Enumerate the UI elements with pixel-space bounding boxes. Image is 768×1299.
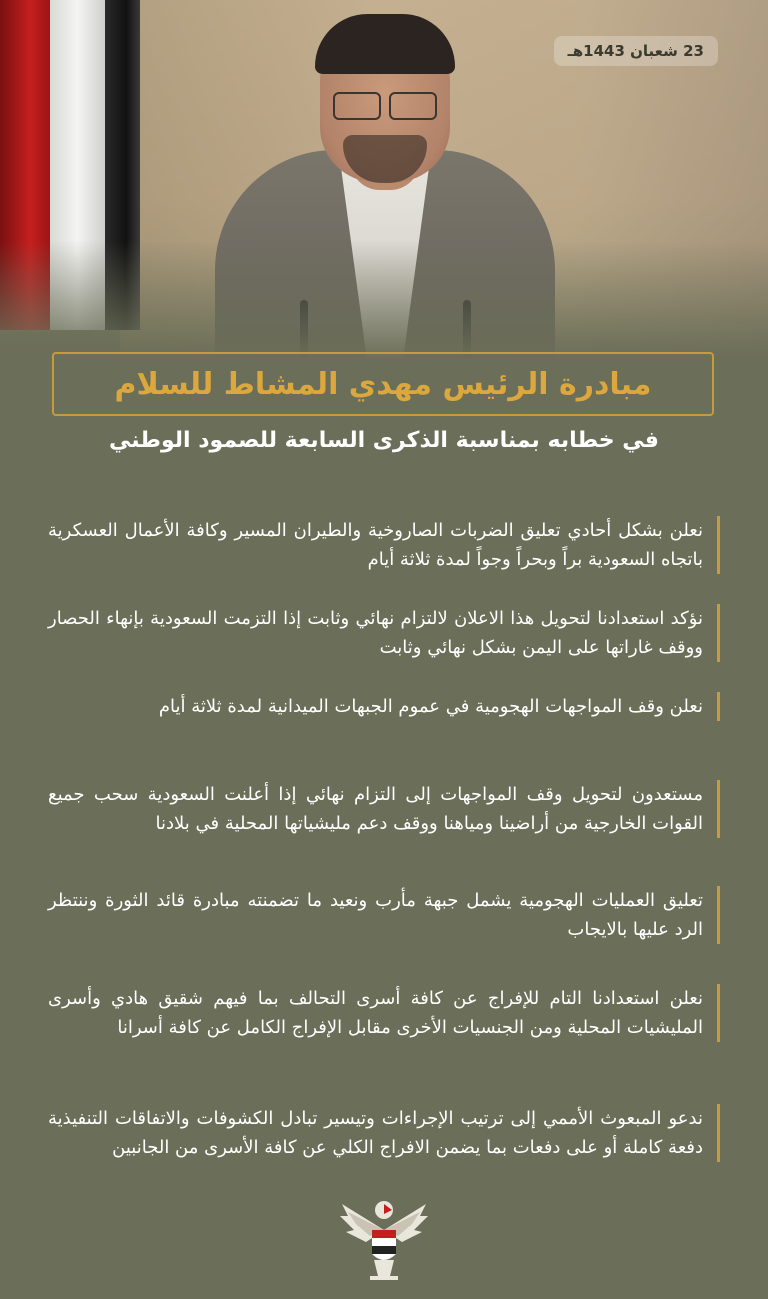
point-item: تعليق العمليات الهجومية يشمل جبهة مأرب ونعيد ما تضمنته مبادرة قائد الثورة وننتظر الرد عليها بالايجاب xyxy=(48,886,720,944)
title-frame xyxy=(52,352,714,416)
point-item: نؤكد استعدادنا لتحويل هذا الاعلان لالتزام نهائي وثابت إذا التزمت السعودية بإنهاء الحصار ووقف غاراتها على اليمن بشكل نهائي وثابت xyxy=(48,604,720,662)
page-title: مبادرة الرئيس مهدي المشاط للسلام xyxy=(114,366,652,402)
point-item: نعلن بشكل أحادي تعليق الضربات الصاروخية والطيران المسير وكافة الأعمال العسكرية باتجاه السعودية براً وبحراً وجواً لمدة ثلاثة أيام xyxy=(48,516,720,574)
point-item: نعلن استعدادنا التام للإفراج عن كافة أسرى التحالف بما فيهم شقيق هادي وأسرى المليشيات المحلية ومن الجنسيات الأخرى مقابل الإفراج الكامل عن كافة أسرانا xyxy=(48,984,720,1042)
point-item: ندعو المبعوث الأممي إلى ترتيب الإجراءات وتيسير تبادل الكشوفات والاتفاقات التنفيذية دفعة كاملة أو على دفعات بما يضمن الافراج الكلي عن كافة الأسرى من الجانبين xyxy=(48,1104,720,1162)
point-item: نعلن وقف المواجهات الهجومية في عموم الجبهات الميدانية لمدة ثلاثة أيام xyxy=(48,692,720,721)
page-subtitle: في خطابه بمناسبة الذكرى السابعة للصمود الوطني xyxy=(109,428,659,453)
saba-agency-emblem-icon xyxy=(334,1190,434,1290)
point-item: مستعدون لتحويل وقف المواجهات إلى التزام نهائي إذا أعلنت السعودية سحب جميع القوات الخارجية من أراضينا ومياهنا ووقف دعم مليشياتها المحلية في بلادنا xyxy=(48,780,720,838)
date-badge: 23 شعبان 1443هـ xyxy=(554,36,718,66)
